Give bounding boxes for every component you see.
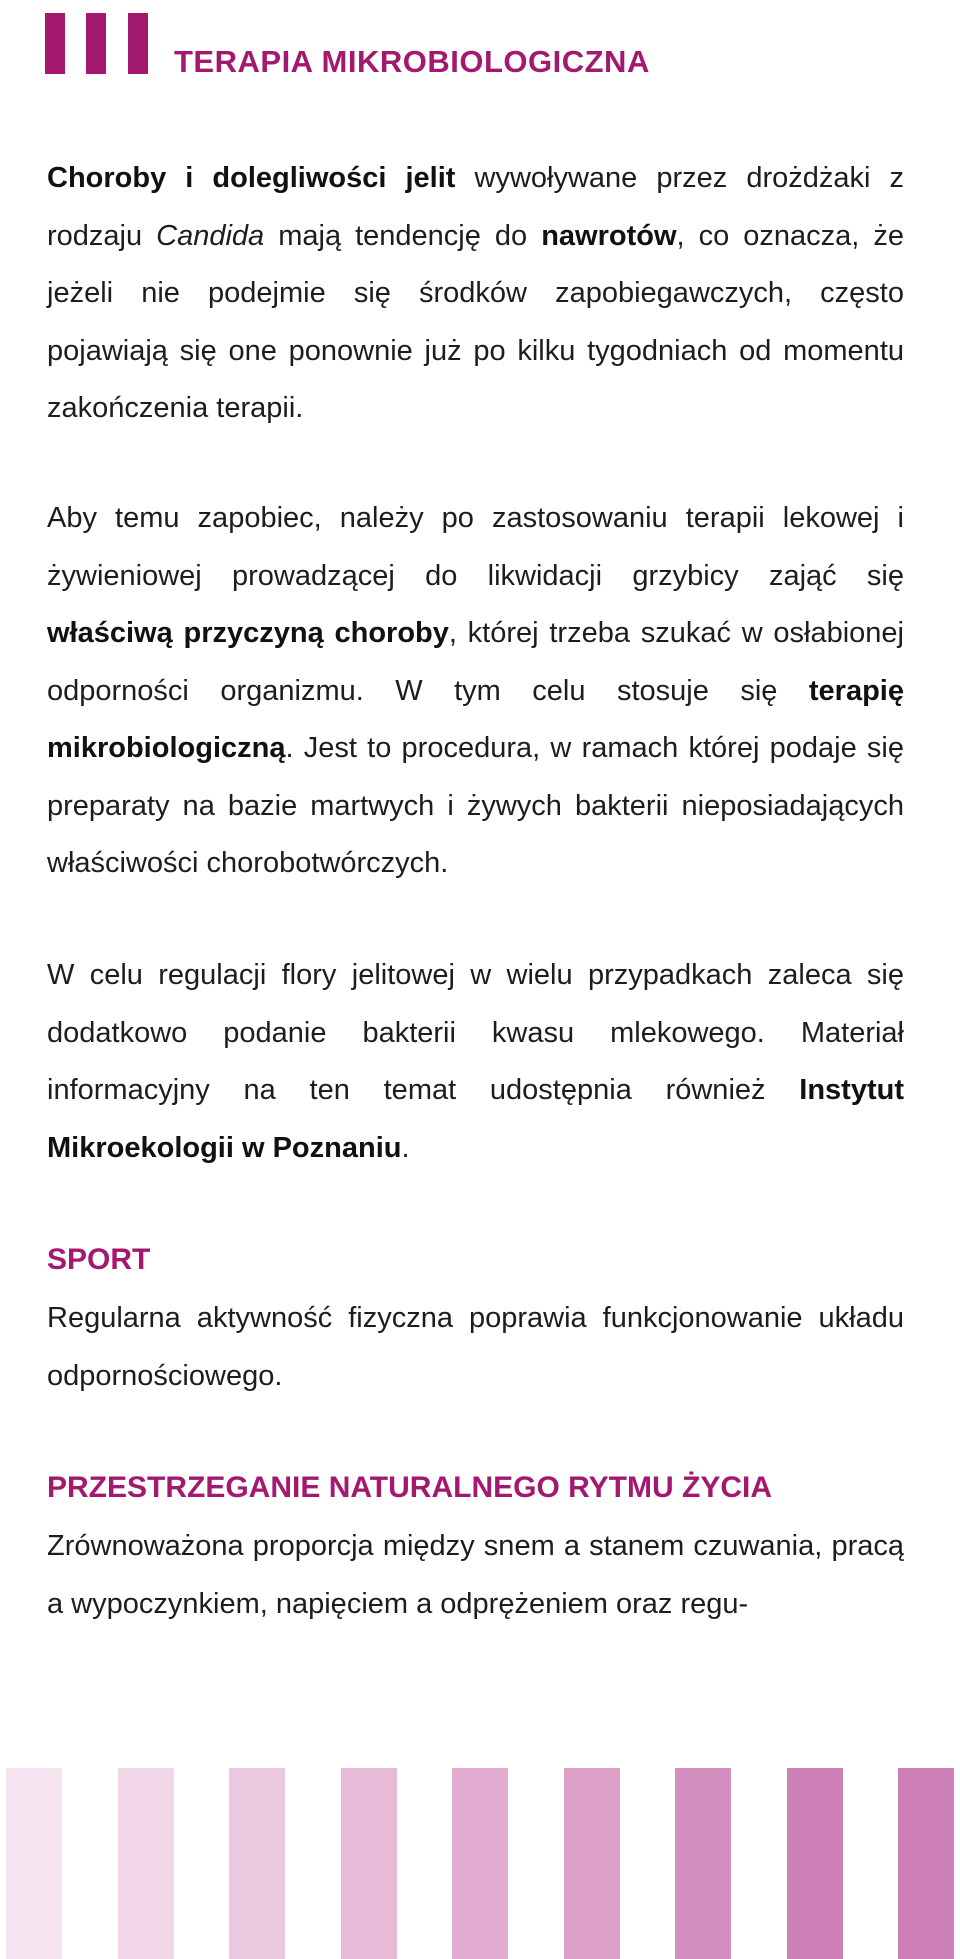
paragraph-flora [47,947,904,1177]
text-bold: Choroby i dolegliwości jelit [47,162,456,194]
text-italic: Candida [156,219,265,252]
text-segment: , której trzeba szukać w osłabionej odporności organizmu. W tym celu stosuje się [47,617,905,707]
header-bar [86,13,106,74]
text-segment: mają tendencję do [264,219,542,252]
text-bold: nawrotów [541,219,677,252]
text-bold: terapię mikrobiologiczną [47,674,904,764]
stripe [341,1768,397,1959]
text-segment: . Jest to procedura, w ramach której podaje się preparaty na bazie martwych i żywych bakterii nieposiadających właściwości chorobotwórczych. [47,732,904,879]
text-segment: W celu regulacji flory jelitowej w wielu przypadkach zaleca się dodatkowo podanie bakterii kwasu mlekowego. Materiał informacyjny na ten temat udostępnia również [47,959,904,1106]
stripe [675,1768,731,1959]
paragraph-recurrence [47,150,904,438]
stripe [229,1768,285,1959]
stripe [564,1768,620,1959]
sport-text: Regularna aktywność fizyczna poprawia funkcjonowanie układu odpornościowego. [47,1302,904,1392]
stripe [452,1768,508,1959]
header-bar [128,13,148,74]
text-segment: Aby temu zapobiec, należy po zastosowaniu terapii lekowej i żywieniowej prowadzącej do likwidacji grzybicy zająć się [47,502,904,592]
stripe [787,1768,843,1959]
text-segment: . [401,1131,410,1164]
text-segment: wywoływane przez drożdżaki z rodzaju [47,162,904,252]
stripe [6,1768,62,1959]
section-title: TERAPIA MIKROBIOLOGICZNA [174,44,650,79]
rhythm-text: Zrównoważona proporcja między snem a stanem czuwania, pracą a wypoczynkiem, napięciem a odprężeniem oraz regu- [47,1530,904,1620]
paragraph-prevention [47,490,904,893]
text-bold: właściwą przyczyną choroby [47,617,449,649]
header-bar [45,13,65,74]
decorative-stripes [0,1768,960,1959]
rhythm-heading: PRZESTRZEGANIE NATURALNEGO RYTMU ŻYCIA [47,1471,772,1504]
stripe [118,1768,174,1959]
sport-heading: SPORT [47,1243,151,1276]
stripe [898,1768,954,1959]
text-bold: Instytut Mikroekologii w Poznaniu [47,1074,904,1164]
text-segment: , co oznacza, że jeżeli nie podejmie się środków zapobiegawczych, często pojawiają się one ponownie już po kilku tygodniach od momentu zakończenia terapii. [47,219,904,424]
